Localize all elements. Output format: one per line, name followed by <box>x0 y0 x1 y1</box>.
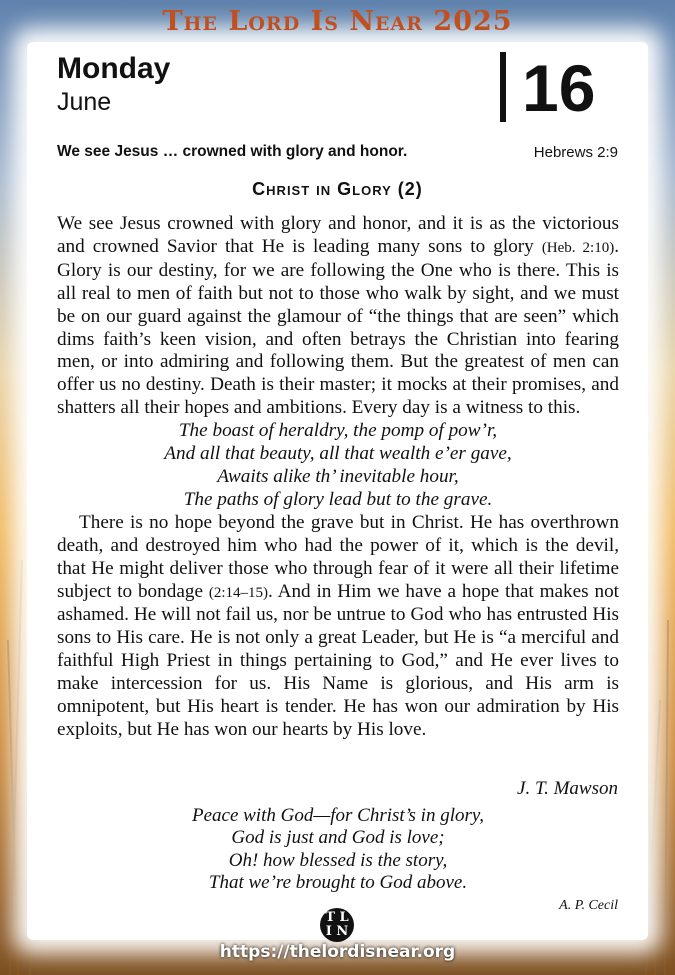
month-name: June <box>57 88 112 116</box>
poem-line: The boast of heraldry, the pomp of pow’r, <box>178 420 498 442</box>
poem-author: A. P. Cecil <box>559 898 618 913</box>
closing-poem-line: Oh! how blessed is the story, <box>228 849 448 871</box>
scripture-reference: (Heb. 2:10) <box>541 239 615 256</box>
inline-poem <box>57 420 619 512</box>
paragraph-1-text-b: . Glory is our destiny, for we are following the One who is there. This is all real to men of faith but not to those who walk by sight, and we must be on our guard against the glamour of “the things that are seen” which dims faith’s keen vision, and often betrays the Christian into fearing men, or into admiring and following them. But the greatest of men can offer us no destiny. Death is their master; it mocks at their promises, and shatters all their hopes and ambitions. Every day is a witness to this. <box>57 235 619 419</box>
paragraph-1 <box>57 213 619 420</box>
paragraph-1-text-a: We see Jesus crowned with glory and honor, and it is as the victorious and crowned Savior that He is leading many sons to glory <box>57 213 619 257</box>
tlin-logo-icon <box>320 908 354 942</box>
poem-line: And all that beauty, all that wealth e’er gave, <box>164 443 512 465</box>
closing-poem-line: God is just and God is love; <box>231 827 445 849</box>
date-number: 16 <box>522 51 596 125</box>
closing-poem <box>57 805 619 894</box>
calendar-title: The Lord Is Near 2025 <box>162 6 513 37</box>
paragraph-2-text-b: . And in Him we have a hope that makes not ashamed. He will not fail us, nor be untrue to God who has entrusted His sons to His care. He is not only a great Leader, but He is “a merciful and faithful High Priest in things pertaining to God,” and He ever lives to make intercession for us. His Name is glorious, and His arm is omnipotent, but His heart is tender. He has won our admiration by His exploits, but He has won our hearts by His love. <box>57 580 619 740</box>
verse-reference: Hebrews 2:9 <box>533 144 618 161</box>
section-title: Christ in Glory (2) <box>252 179 423 199</box>
logo-letter: L <box>339 910 349 925</box>
date-divider <box>500 52 506 122</box>
devotional-body <box>57 213 619 742</box>
day-name: Monday <box>57 52 171 85</box>
key-verse: We see Jesus … crowned with glory and honor. <box>57 143 408 160</box>
closing-poem-line: Peace with God—for Christ’s in glory, <box>191 805 485 826</box>
closing-poem-line: That we’re brought to God above. <box>208 871 468 893</box>
poem-line: Awaits alike th’ inevitable hour, <box>217 465 459 487</box>
logo-letter: I <box>325 924 332 939</box>
logo-letter: N <box>336 924 349 939</box>
paragraph-2 <box>57 512 619 742</box>
website-link[interactable]: https://thelordisnear.org <box>219 942 456 962</box>
logo-letter: T <box>325 910 335 925</box>
paragraph-2-text-a: There is no hope beyond the grave but in Christ. He has overthrown death, and destroyed him who had the power of it, which is the devil, that He might deliver those who through fear of it were all their lifetime subject to bondage <box>57 511 619 602</box>
poem-line: The paths of glory lead but to the grave. <box>183 488 493 510</box>
scripture-reference: (2:14–15) <box>208 584 268 601</box>
article-author: J. T. Mawson <box>517 778 618 799</box>
